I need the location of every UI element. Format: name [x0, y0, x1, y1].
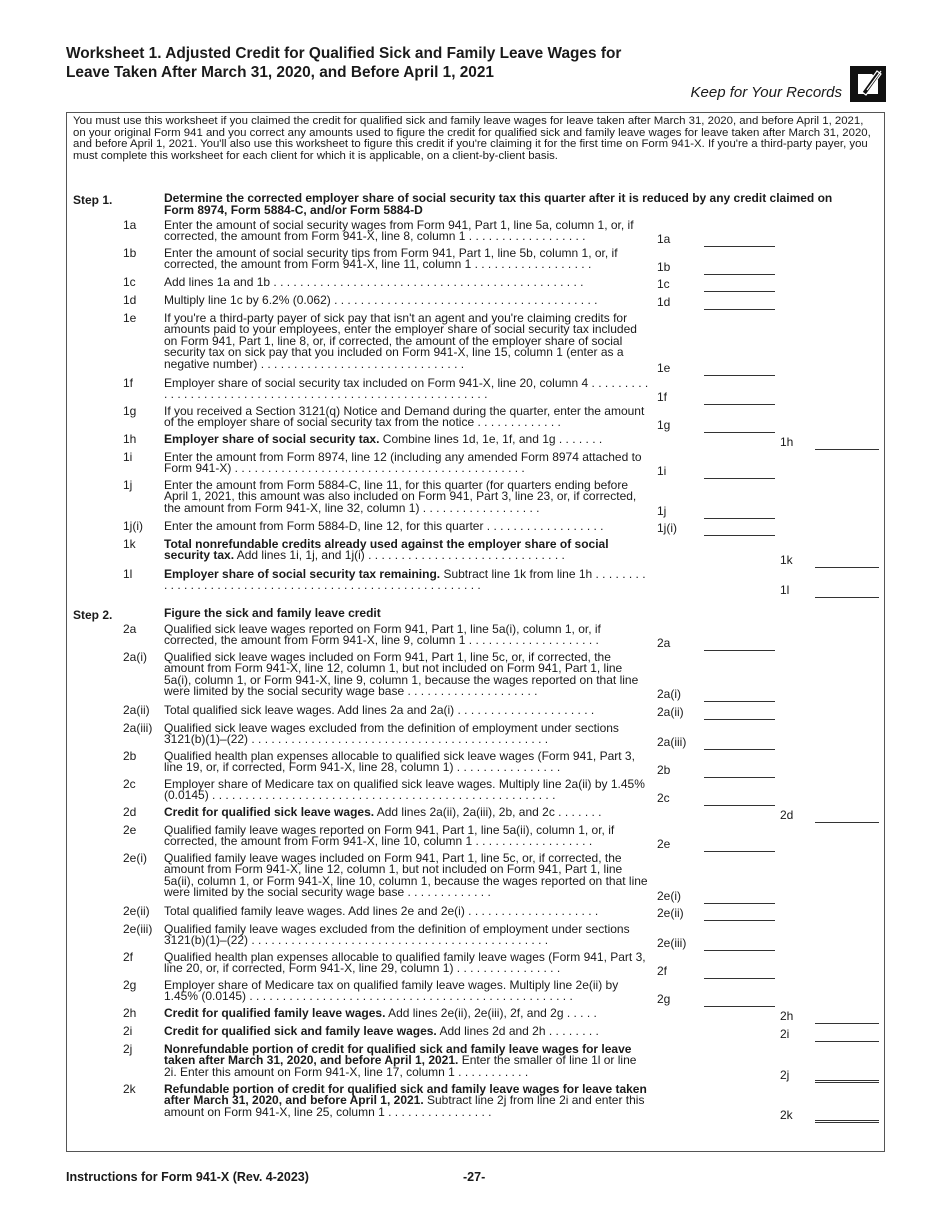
line-description-bold: Employer share of social security tax remaining.	[164, 567, 441, 581]
amount-entry-line[interactable]	[704, 421, 775, 433]
line-description-text: Total qualified sick leave wages. Add lines 2a and 2a(i) . . . . . . . . . . . . . . . . . . . . .	[164, 703, 595, 717]
amount-entry-line[interactable]	[704, 364, 775, 376]
line-reference: 2e(i)	[657, 889, 682, 903]
line-description-text: Qualified sick leave wages included on Form 941, Part 1, line 5c, or, if corrected, the amount from Form 941-X, line 12, column 1, but not included on Form 941, Part 1, line 5a(i), column 1, or Form 941-X, line 9, column 1, because the wages reported on that line were limited by the social security wage base . . . . . . . . . . . . . . . . . . . .	[164, 650, 639, 699]
line-number: 1c	[123, 275, 136, 289]
line-number: 1d	[123, 293, 137, 307]
line-description-text: Employer share of Medicare tax on qualified family leave wages. Multiply line 2e(ii) by 1.45% (0.0145) . . . . . . . . . . . . . . . . . . . . . . . . . . . . . . . . . . . . . . . . . . . . . . . . .	[164, 978, 619, 1004]
line-description-bold: Nonrefundable portion of credit for qualified sick and family leave wages for leave taken after March 31, 2020, and before April 1, 2021.	[164, 1042, 632, 1068]
keep-records-note: Keep for Your Records	[690, 84, 842, 101]
line-reference: 2e(ii)	[657, 906, 684, 920]
line-description-text: Qualified family leave wages included on Form 941, Part 1, line 5c, or, if corrected, the amount from Form 941-X, line 12, column 1, but not included on Form 941, Part 1, line 5a(ii), column 1, or Form 941-X, line 10, column 1, because the wages reported on that line were limited by the social security wage base . . . . . . . . . . . . .	[164, 851, 648, 900]
line-description-text: Qualified sick leave wages reported on Form 941, Part 1, line 5a(i), column 1, or, if corrected, the amount from Form 941-X, line 9, column 1 . . . . . . . . . . . . . . . . . . . .	[164, 622, 601, 648]
line-number: 1k	[123, 537, 136, 551]
step1-label: Step 1.	[73, 193, 113, 207]
line-description-bold: Credit for qualified family leave wages.	[164, 1006, 386, 1020]
intro-text: You must use this worksheet if you claimed the credit for qualified sick and family leave wages for leave taken after March 31, 2020, and before April 1, 2021, on your original Form 941 and you correct any amounts used to figure the credit for qualified sick and family leave wages for leave taken after March 31, 2020, and before April 1, 2021. You'll also use this worksheet to figure this credit if you're claiming it for the first time on Form 941-X. If you're a third-party payer, you must complete this worksheet for each client for which it is applicable, on a client-by-client basis.	[73, 115, 871, 162]
line-description	[164, 1008, 650, 1019]
amount-entry-line[interactable]	[704, 840, 775, 852]
line-description-text: Add lines 1i, 1j, and 1j(i) . . . . . . . . . . . . . . . . . . . . . . . . . . . . . .	[234, 548, 565, 563]
line-description-text: Employer share of social security tax included on Form 941-X, line 20, column 4 . . . . . . . . . . . . . . . . . . . . . . . . . . . . . . . . . . . . . . . . . . . . . . . . . . . . . . . . . .	[164, 376, 649, 402]
line-number: 2a(ii)	[123, 703, 150, 717]
line-description	[164, 434, 650, 445]
line-reference: 2a	[657, 636, 671, 650]
line-number: 2a(iii)	[123, 721, 153, 735]
amount-entry-line[interactable]	[815, 586, 879, 598]
line-description-text: Qualified family leave wages excluded from the definition of employment under sections 3121(b)(1)–(22) . . . . . . . . . . . . . . . . . . . . . . . . . . . . . . . . . . . . . . . . . . . . .	[164, 922, 630, 948]
amount-entry-line[interactable]	[704, 794, 775, 806]
amount-entry-line[interactable]	[815, 1111, 879, 1123]
line-description	[164, 277, 650, 288]
line-description	[164, 652, 650, 698]
amount-entry-line[interactable]	[704, 967, 775, 979]
line-description-bold: Credit for qualified sick leave wages.	[164, 805, 375, 819]
line-description-text: Qualified health plan expenses allocable to qualified sick leave wages (Form 941, Part 3, line 19, or, if corrected, Form 941-X, line 28, column 1) . . . . . . . . . . . . . . . .	[164, 749, 635, 775]
line-reference: 2c	[657, 791, 670, 805]
line-reference: 2a(iii)	[657, 735, 687, 749]
amount-entry-line[interactable]	[704, 467, 775, 479]
line-description	[164, 1084, 650, 1118]
line-reference: 2k	[780, 1108, 793, 1122]
line-description-text: Enter the amount from Form 5884-C, line 11, for this quarter (for quarters ending before April 1, 2021, this amount was also included on Form 941, Part 3, line 23, or, if corrected, the amount from Form 941-X, line 32, column 1) . . . . . . . . . . . . . . . . . .	[164, 478, 637, 515]
line-reference: 2h	[780, 1009, 794, 1023]
line-description-text: If you're a third-party payer of sick pay that isn't an agent and you're claiming credits for amounts paid to your employees, enter the employer share of social security tax included on Form 941, Part 1, line 8, or, if corrected, the amount of the employer share of social security tax on sick pay that you included on Form 941-X, line 15, column 1 (enter as a negative number) . . . . . . . . . . . . . . . . . . . . . . . . . . . . . . .	[164, 311, 637, 371]
line-reference: 1b	[657, 260, 671, 274]
line-description-text: Add lines 2d and 2h . . . . . . . .	[436, 1024, 599, 1038]
line-number: 2j	[123, 1042, 133, 1056]
line-reference: 2e(iii)	[657, 936, 687, 950]
line-description	[164, 378, 650, 401]
line-description	[164, 853, 650, 899]
amount-entry-line[interactable]	[704, 280, 775, 292]
line-description	[164, 751, 650, 774]
step2-heading: Figure the sick and family leave credit	[164, 606, 381, 620]
line-number: 2e(iii)	[123, 922, 153, 936]
line-number: 2e(ii)	[123, 904, 150, 918]
pen-and-paper-icon	[850, 66, 886, 102]
amount-entry-line[interactable]	[704, 909, 775, 921]
line-description-text: Multiply line 1c by 6.2% (0.062) . . . . . . . . . . . . . . . . . . . . . . . . . . . . . . . . . . . . . . . .	[164, 293, 598, 307]
line-reference: 1l	[780, 583, 790, 597]
line-description	[164, 624, 650, 647]
line-description-text: Enter the amount of social security tips from Form 941, Part 1, line 5b, column 1, or, if corrected, the amount from Form 941-X, line 11, column 1 . . . . . . . . . . . . . . . . . .	[164, 246, 618, 272]
line-reference: 1j	[657, 504, 667, 518]
line-description	[164, 1026, 650, 1037]
line-number: 2b	[123, 749, 137, 763]
amount-entry-line[interactable]	[704, 393, 775, 405]
worksheet-title: Worksheet 1. Adjusted Credit for Qualified Sick and Family Leave Wages for Leave Taken After March 31, 2020, and Before April 1, 2021	[66, 45, 622, 81]
line-number: 2a	[123, 622, 137, 636]
line-description	[164, 807, 650, 818]
step1-heading: Determine the corrected employer share of social security tax this quarter after it is reduced by any credit claimed on Form 8974, Form 5884-C, and/or Form 5884-D	[164, 191, 833, 217]
line-description-text: Subtract line 1k from line 1h . . . . . . . . . . . . . . . . . . . . . . . . . . . . . . . . . . . . . . . . . . . . . . . . . . . . . . . .	[164, 567, 646, 593]
worksheet-box	[66, 112, 885, 1152]
line-description	[164, 480, 650, 514]
line-description	[164, 452, 650, 475]
line-description	[164, 825, 650, 848]
amount-entry-line[interactable]	[704, 766, 775, 778]
line-reference: 2b	[657, 763, 671, 777]
line-reference: 1i	[657, 464, 667, 478]
line-description-text: Add lines 2a(ii), 2a(iii), 2b, and 2c . . . . . . .	[374, 805, 602, 819]
line-number: 1e	[123, 311, 137, 325]
line-description	[164, 569, 650, 592]
amount-entry-line[interactable]	[815, 1071, 879, 1083]
line-description-bold: Total nonrefundable credits already used against the employer share of social security tax.	[164, 537, 609, 563]
line-description	[164, 539, 650, 562]
amount-entry-line[interactable]	[704, 690, 775, 702]
line-number: 2f	[123, 950, 134, 964]
line-description	[164, 1044, 650, 1078]
amount-entry-line[interactable]	[704, 524, 775, 536]
amount-entry-line[interactable]	[704, 939, 775, 951]
line-number: 1b	[123, 246, 137, 260]
line-number: 2h	[123, 1006, 137, 1020]
line-reference: 2g	[657, 992, 671, 1006]
line-reference: 1d	[657, 295, 671, 309]
line-reference: 1c	[657, 277, 670, 291]
line-number: 1j(i)	[123, 519, 143, 533]
amount-entry-line[interactable]	[704, 708, 775, 720]
amount-entry-line[interactable]	[815, 811, 879, 823]
line-description-bold: Refundable portion of credit for qualified sick and family leave wages for leave taken after March 31, 2020, and before April 1, 2021.	[164, 1082, 647, 1108]
line-description-text: Total qualified family leave wages. Add lines 2e and 2e(i) . . . . . . . . . . . . . . . . . . . .	[164, 904, 599, 918]
amount-entry-line[interactable]	[704, 995, 775, 1007]
line-description	[164, 295, 650, 306]
line-reference: 1j(i)	[657, 521, 677, 535]
line-reference: 2f	[657, 964, 668, 978]
line-description-text: Qualified family leave wages reported on Form 941, Part 1, line 5a(ii), column 1, or, if corrected, the amount from Form 941-X, line 10, column 1 . . . . . . . . . . . . . . . . . .	[164, 823, 615, 849]
line-number: 2g	[123, 978, 137, 992]
amount-entry-line[interactable]	[704, 892, 775, 904]
line-reference: 2a(ii)	[657, 705, 684, 719]
line-number: 1g	[123, 404, 137, 418]
line-reference: 2i	[780, 1027, 790, 1041]
line-description	[164, 924, 650, 947]
line-reference: 1a	[657, 232, 671, 246]
line-description	[164, 220, 650, 243]
line-description-text: Add lines 2e(ii), 2e(iii), 2f, and 2g . . . . .	[385, 1006, 597, 1020]
amount-entry-line[interactable]	[704, 235, 775, 247]
line-description-text: Enter the amount from Form 8974, line 12 (including any amended Form 8974 attached to Form 941-X) . . . . . . . . . . . . . . . . . . . . . . . . . . . . . . . . . . . . . . . . . . . .	[164, 450, 642, 476]
amount-entry-line[interactable]	[704, 263, 775, 275]
line-description	[164, 723, 650, 746]
line-description-text: Qualified sick leave wages excluded from the definition of employment under sections 3121(b)(1)–(22) . . . . . . . . . . . . . . . . . . . . . . . . . . . . . . . . . . . . . . . . . . . . .	[164, 721, 619, 747]
line-reference: 2e	[657, 837, 671, 851]
line-reference: 2a(i)	[657, 687, 682, 701]
amount-entry-line[interactable]	[815, 438, 879, 450]
line-description-text: Enter the smaller of line 1l or line 2i. Enter this amount on Form 941-X, line 17, column 1 . . . . . . . . . . .	[164, 1053, 637, 1079]
amount-entry-line[interactable]	[704, 298, 775, 310]
line-reference: 1g	[657, 418, 671, 432]
line-description-bold: Employer share of social security tax.	[164, 432, 380, 446]
footer-page-number: -27-	[463, 1170, 486, 1184]
line-number: 1i	[123, 450, 133, 464]
line-number: 2e	[123, 823, 137, 837]
amount-entry-line[interactable]	[815, 556, 879, 568]
line-description	[164, 406, 650, 429]
line-reference: 1e	[657, 361, 671, 375]
line-number: 2e(i)	[123, 851, 148, 865]
amount-entry-line[interactable]	[815, 1030, 879, 1042]
line-description-text: Subtract line 2j from line 2i and enter this amount on Form 941-X, line 25, column 1 . . . . . . . . . . . . . . . .	[164, 1093, 645, 1119]
line-number: 2d	[123, 805, 137, 819]
line-number: 2i	[123, 1024, 133, 1038]
line-number: 1a	[123, 218, 137, 232]
line-description-text: Qualified health plan expenses allocable to qualified family leave wages (Form 941, Part 3, line 20, or, if corrected, Form 941-X, line 29, column 1) . . . . . . . . . . . . . . . .	[164, 950, 646, 976]
line-description	[164, 248, 650, 271]
line-description	[164, 705, 650, 716]
footer-form-name: Instructions for Form 941-X (Rev. 4-2023)	[66, 1170, 309, 1184]
line-description	[164, 952, 650, 975]
line-reference: 2d	[780, 808, 794, 822]
line-description	[164, 779, 650, 802]
amount-entry-line[interactable]	[704, 639, 775, 651]
line-description-text: Combine lines 1d, 1e, 1f, and 1g . . . . . . .	[379, 432, 603, 446]
line-number: 1j	[123, 478, 133, 492]
line-description-text: Employer share of Medicare tax on qualified sick leave wages. Multiply line 2a(ii) by 1.45% (0.0145) . . . . . . . . . . . . . . . . . . . . . . . . . . . . . . . . . . . . . . . . . . . . . . . . . . . .	[164, 777, 645, 803]
amount-entry-line[interactable]	[815, 1012, 879, 1024]
step2-label: Step 2.	[73, 608, 113, 622]
line-reference: 1h	[780, 435, 794, 449]
amount-entry-line[interactable]	[704, 507, 775, 519]
line-description	[164, 313, 650, 370]
line-description	[164, 521, 650, 532]
line-number: 2k	[123, 1082, 136, 1096]
line-description	[164, 980, 650, 1003]
line-description-bold: Credit for qualified sick and family leave wages.	[164, 1024, 437, 1038]
line-number: 1l	[123, 567, 133, 581]
line-reference: 1f	[657, 390, 668, 404]
worksheet-header	[66, 44, 886, 106]
line-description	[164, 906, 650, 917]
line-description-text: Add lines 1a and 1b . . . . . . . . . . . . . . . . . . . . . . . . . . . . . . . . . . . . . . . . . . . . . . .	[164, 275, 584, 289]
line-description-text: Enter the amount from Form 5884-D, line 12, for this quarter . . . . . . . . . . . . . . . . . .	[164, 519, 604, 533]
line-reference: 1k	[780, 553, 793, 567]
line-number: 2a(i)	[123, 650, 148, 664]
line-number: 2c	[123, 777, 136, 791]
amount-entry-line[interactable]	[704, 738, 775, 750]
line-description-text: If you received a Section 3121(q) Notice and Demand during the quarter, enter the amount of the employer share of social security tax from the notice . . . . . . . . . . . . .	[164, 404, 645, 430]
line-description-text: Enter the amount of social security wages from Form 941, Part 1, line 5a, column 1, or, if corrected, the amount from Form 941-X, line 8, column 1 . . . . . . . . . . . . . . . . . .	[164, 218, 634, 244]
line-number: 1f	[123, 376, 134, 390]
line-reference: 2j	[780, 1068, 790, 1082]
line-number: 1h	[123, 432, 137, 446]
